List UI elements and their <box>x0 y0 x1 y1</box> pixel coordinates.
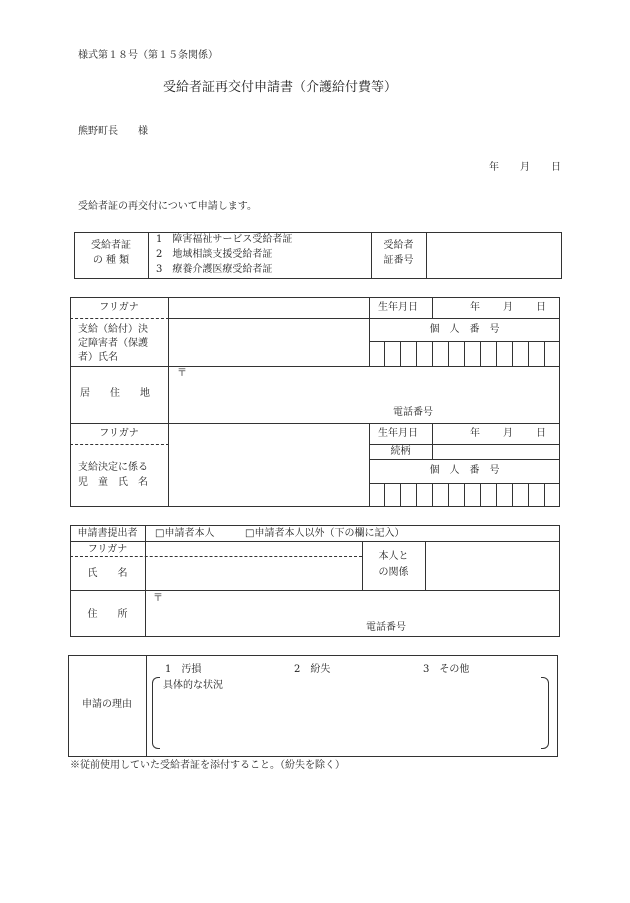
submitter-postal-mark: 〒 <box>153 593 163 604</box>
applicant-mynumber-label: 個 人 番 号 <box>429 324 500 335</box>
date-day-label: 日 <box>551 162 561 173</box>
applicant-furigana-label: フリガナ <box>99 302 139 313</box>
submitter-relation-label-2: の関係 <box>378 567 409 578</box>
cert-number-field[interactable] <box>427 233 561 278</box>
reason-detail-field[interactable] <box>160 694 540 744</box>
applicant-name-label: 支給（給付）決 <box>78 324 148 335</box>
submitter-phone-label: 電話番号 <box>366 622 406 633</box>
applicant-name-label-2: 定障害者（保護 <box>78 338 148 349</box>
child-mynumber-label: 個 人 番 号 <box>429 465 500 476</box>
child-furigana-label: フリガナ <box>99 428 139 439</box>
child-furigana-field[interactable] <box>169 424 369 444</box>
reason-label: 申請の理由 <box>82 699 132 710</box>
form-title: 受給者証再交付申請書（介護給付費等） <box>163 80 398 95</box>
submitter-furigana-label: フリガナ <box>87 544 128 555</box>
applicant-name-label-3: 者）氏名 <box>78 352 118 363</box>
child-birth-label: 生年月日 <box>378 428 418 439</box>
submitter-label: 申請書提出者 <box>77 528 138 539</box>
child-relation-label: 続柄 <box>390 446 411 457</box>
reason-option-2[interactable]: 2 紛失 <box>294 664 331 675</box>
submitter-furigana-field[interactable] <box>146 542 362 556</box>
applicant-birth-month: 月 <box>503 302 513 313</box>
option-self-checkbox[interactable]: □申請者本人 <box>155 528 215 539</box>
child-name-label: 支給決定に係る <box>78 462 148 473</box>
cert-type-label-2: の 種 類 <box>92 255 130 266</box>
child-birth-day: 日 <box>536 428 546 439</box>
child-birth-year: 年 <box>470 428 480 439</box>
applicant-furigana-field[interactable] <box>169 298 369 318</box>
date-year-label: 年 <box>489 162 499 173</box>
cert-number-label: 受給者 <box>383 240 414 251</box>
applicant-birth-day: 日 <box>536 302 546 313</box>
submitter-name-field[interactable] <box>146 557 362 590</box>
left-bracket <box>152 677 160 749</box>
address-label: 居 住 地 <box>80 388 150 399</box>
applicant-mynumber-grid[interactable] <box>369 341 560 366</box>
applicant-phone-label: 電話番号 <box>393 407 433 418</box>
submitter-relation-label: 本人と <box>378 551 409 562</box>
submitter-name-label: 氏 名 <box>87 568 128 579</box>
date-month-label: 月 <box>520 162 530 173</box>
footnote: ※従前使用していた受給者証を添付すること。（紛失を除く） <box>70 760 345 771</box>
option-other-checkbox[interactable]: □申請者本人以外（下の欄に記入） <box>245 528 405 539</box>
reason-option-1[interactable]: 1 汚損 <box>165 664 202 675</box>
child-name-label-2: 児 童 氏 名 <box>78 477 148 488</box>
cert-option-1: 1 障害福祉サービス受給者証 <box>156 234 293 245</box>
applicant-name-field[interactable] <box>169 319 369 366</box>
intro-text: 受給者証の再交付について申請します。 <box>78 201 257 212</box>
child-mynumber-grid[interactable] <box>369 483 560 507</box>
child-birth-month: 月 <box>503 428 513 439</box>
child-name-field[interactable] <box>169 445 369 507</box>
cert-number-label-2: 証番号 <box>383 255 414 266</box>
submitter-relation-field[interactable] <box>426 542 559 590</box>
applicant-birth-label: 生年月日 <box>378 302 418 313</box>
cert-option-2: 2 地域相談支援受給者証 <box>156 249 273 260</box>
cert-option-3: 3 療養介護医療受給者証 <box>156 264 273 275</box>
postal-mark: 〒 <box>177 368 187 379</box>
submitter-address-field[interactable] <box>146 604 559 620</box>
reason-option-3[interactable]: 3 その他 <box>423 664 470 675</box>
addressee: 熊野町長 様 <box>78 126 148 137</box>
form-number: 様式第１８号（第１５条関係） <box>78 50 218 61</box>
applicant-birth-year: 年 <box>470 302 480 313</box>
right-bracket <box>541 677 549 749</box>
reason-detail-label: 具体的な状況 <box>163 680 223 691</box>
submitter-address-label: 住 所 <box>87 609 128 620</box>
address-field[interactable] <box>169 380 560 406</box>
cert-type-label: 受給者証 <box>91 240 131 251</box>
